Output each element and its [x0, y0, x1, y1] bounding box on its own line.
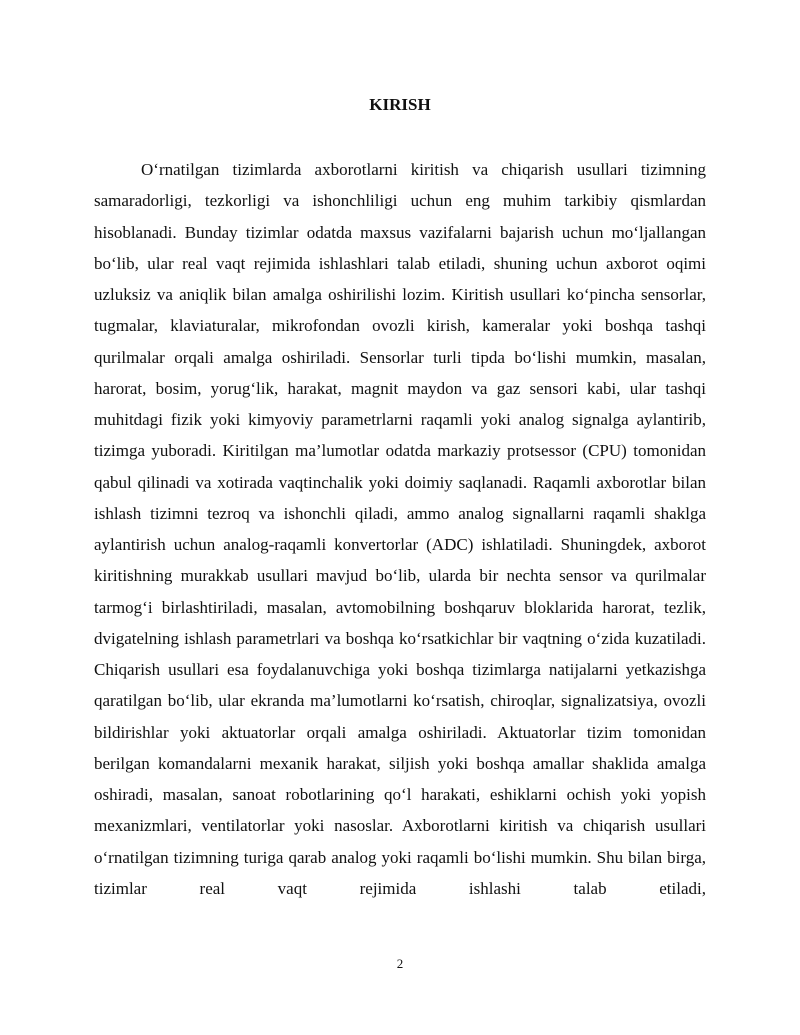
- body-paragraph: O‘rnatilgan tizimlarda axborotlarni kiritish va chiqarish usullari tizimning samaradorligi, tezkorligi va ishonchliligi uchun eng muhim tarkibiy qismlardan hisoblanadi. Bunday tizimlar odatda maxsus vazifalarni bajarish uchun mo‘ljallangan bo‘lib, ular real vaqt rejimida ishlashlari talab etiladi, shuning uchun axborot oqimi uzluksiz va aniqlik bilan amalga oshirilishi lozim. Kiritish usullari ko‘pincha sensorlar, tugmalar, klaviaturalar, mikrofondan ovozli kirish, kameralar yoki boshqa tashqi qurilmalar orqali amalga oshiriladi. Sensorlar turli tipda bo‘lishi mumkin, masalan, harorat, bosim, yorug‘lik, harakat, magnit maydon va gaz sensori kabi, ular tashqi muhitdagi fizik yoki kimyoviy parametrlarni raqamli yoki analog signalga aylantirib, tizimga yuboradi. Kiritilgan ma’lumotlar odatda markaziy protsessor (CPU) tomonidan qabul qilinadi va xotirada vaqtinchalik yoki doimiy saqlanadi. Raqamli axborotlar bilan ishlash tizimni tezroq va ishonchli qiladi, ammo analog signallarni raqamli shaklga aylantirish uchun analog-raqamli konvertorlar (ADC) ishlatiladi. Shuningdek, axborot kiritishning murakkab usullari mavjud bo‘lib, ularda bir nechta sensor va qurilmalar tarmog‘i birlashtiriladi, masalan, avtomobilning boshqaruv bloklarida harorat, tezlik, dvigatelning ishlash parametrlari va boshqa ko‘rsatkichlar bir vaqtning o‘zida kuzatiladi. Chiqarish usullari esa foydalanuvchiga yoki boshqa tizimlarga natijalarni yetkazishga qaratilgan bo‘lib, ular ekranda ma’lumotlarni ko‘rsatish, chiroqlar, signalizatsiya, ovozli bildirishlar yoki aktuatorlar orqali amalga oshiriladi. Aktuatorlar tizim tomonidan berilgan komandalarni mexanik harakat, siljish yoki boshqa amallar shaklida amalga oshiradi, masalan, sanoat robotlarining qo‘l harakati, eshiklarni ochish yoki yopish mexanizmlari, ventilatorlar yoki nasoslar. Axborotlarni kiritish va chiqarish usullari o‘rnatilgan tizimning turiga qarab analog yoki raqamli bo‘lishi mumkin. Shu bilan birga, tizimlar real vaqt rejimida ishlashi talab etiladi,: [94, 160, 706, 898]
- page-title: KIRISH: [369, 95, 431, 114]
- page-number: 2: [396, 956, 404, 971]
